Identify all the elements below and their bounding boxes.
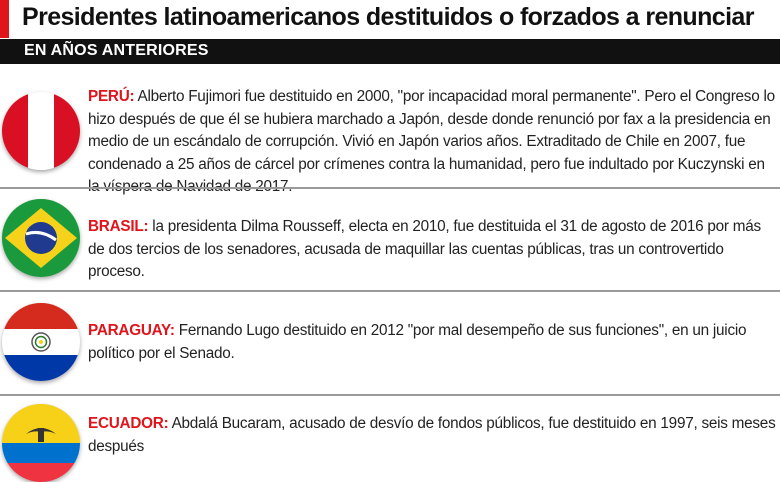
divider: [0, 187, 780, 189]
entry-description: la presidenta Dilma Rousseff, electa en 2010, fue destituida el 31 de agosto de 2016 por más de dos tercios de los senadores, acusada de maquillar las cuentas públicas, tras un controvertido proceso.: [88, 218, 761, 281]
entry-description: Alberto Fujimori fue destituido en 2000, "por incapacidad moral permanente". Pero el Congreso lo hizo después de que él se hubiera marchado a Japón, desde donde renunció por fax a la presidencia en medio de un escándalo de corrupción. Vivió en Japón varios años. Extraditado de Chile en 2007, fue condenado a 25 años de cárcel por crímenes contra la humanidad, pero fue indultado por Kuczynski en la víspera de Navidad de 2017.: [88, 88, 775, 196]
header: [0, 0, 780, 36]
country-label: ECUADOR:: [88, 415, 169, 432]
country-label: BRASIL:: [88, 218, 149, 235]
country-label: PARAGUAY:: [88, 322, 175, 339]
entry-text: [88, 216, 778, 284]
page-title: Presidentes latinoamericanos destituidos o forzados a renunciar: [22, 3, 754, 31]
section-subhead-label: EN AÑOS ANTERIORES: [24, 42, 209, 59]
paraguay-flag-icon: [2, 303, 80, 381]
entry-text: [88, 320, 778, 365]
ecuador-flag-icon: [2, 404, 80, 482]
section-subhead: [0, 39, 780, 64]
brazil-flag-icon: [2, 199, 80, 277]
entry-text: [88, 413, 778, 458]
title-accent-bar: [0, 0, 9, 38]
entry-text: [88, 86, 778, 199]
divider: [0, 394, 780, 396]
entry-description: Abdalá Bucaram, acusado de desvío de fondos públicos, fue destituido en 1997, seis meses después: [88, 415, 776, 455]
divider: [0, 290, 780, 292]
peru-flag-icon: [2, 92, 80, 170]
country-label: PERÚ:: [88, 88, 135, 105]
entry-description: Fernando Lugo destituido en 2012 "por mal desempeño de sus funciones", en un juicio político por el Senado.: [88, 322, 747, 362]
